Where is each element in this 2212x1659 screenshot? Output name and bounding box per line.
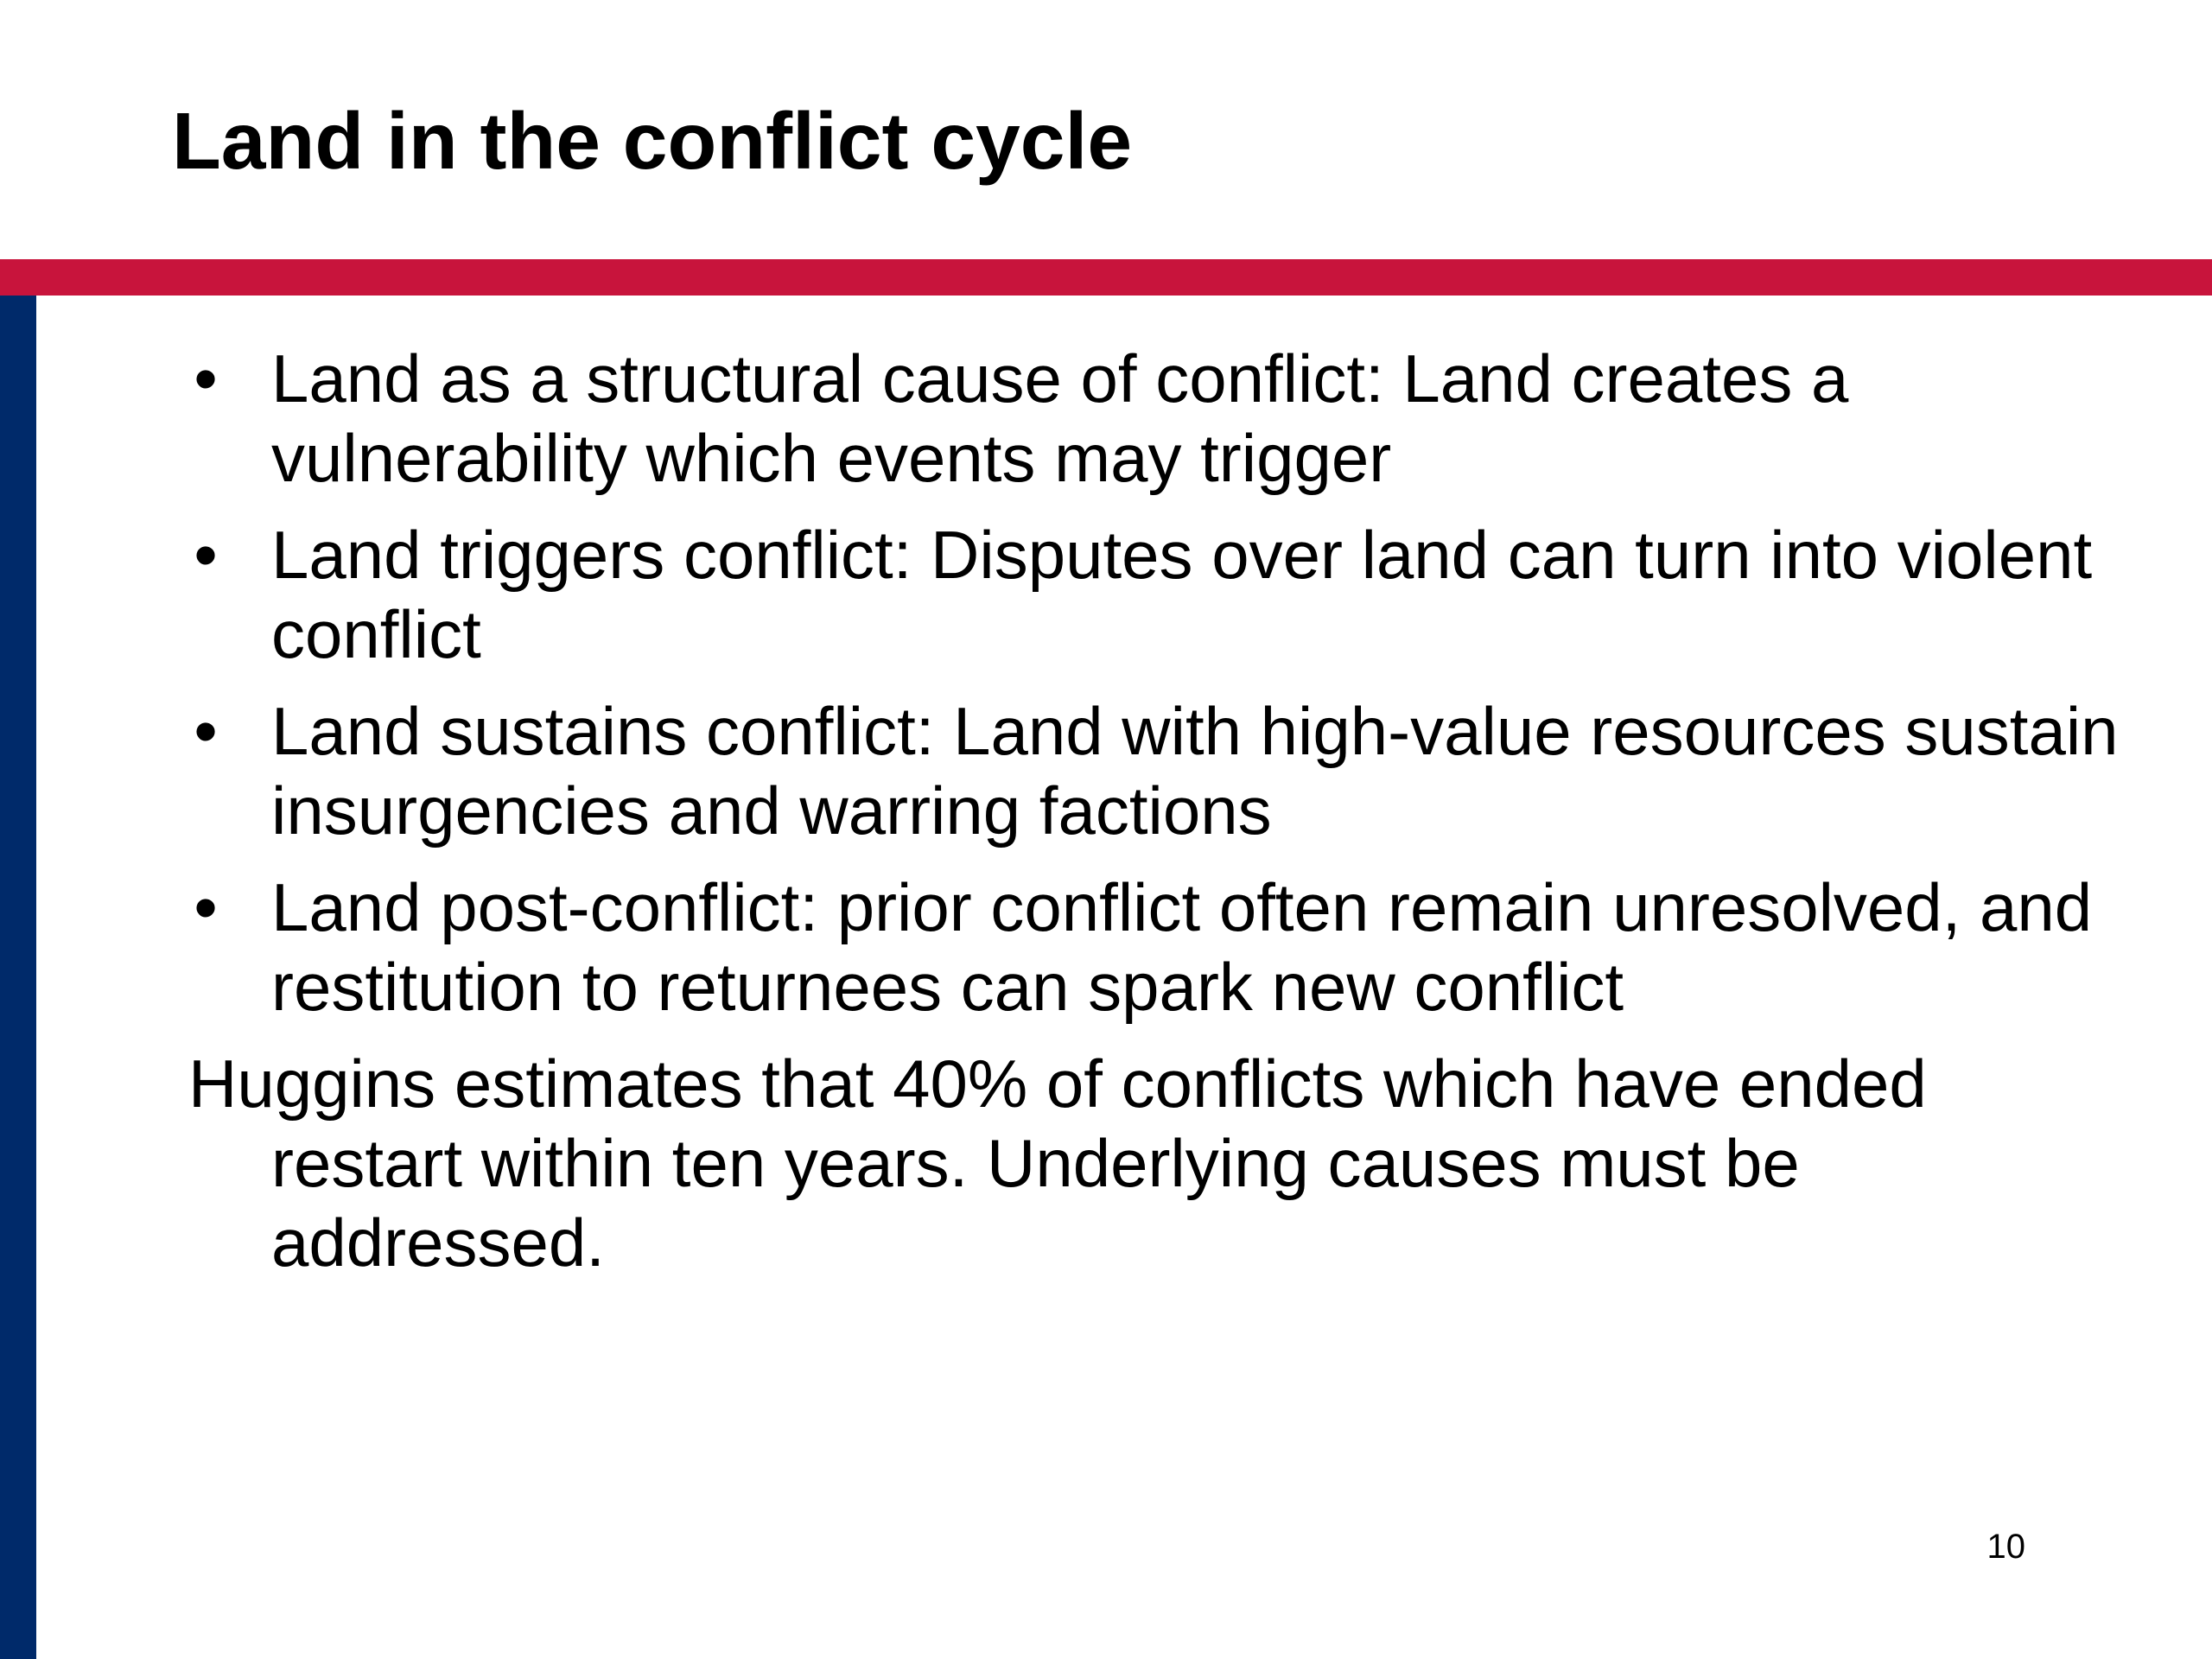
- page-number: 10: [1986, 1528, 2025, 1566]
- bullet-item-sustains-conflict: [188, 691, 2124, 850]
- bullet-text: Land post-conflict: prior conflict often remain unresolved, and restitution to returnees can spark new conflict: [271, 869, 2093, 1025]
- bullet-text: Land sustains conflict: Land with high-value resources sustain insurgencies and warring factions: [271, 693, 2119, 849]
- slide-body: [188, 339, 2124, 1282]
- bullet-dot-icon: •: [194, 693, 218, 769]
- header-divider-red-bar: [0, 259, 2212, 296]
- bullet-item-post-conflict: [188, 868, 2124, 1027]
- bullet-text: Land triggers conflict: Disputes over land can turn into violent conflict: [271, 517, 2093, 672]
- bullet-dot-icon: •: [194, 869, 218, 945]
- bullet-dot-icon: •: [194, 517, 218, 593]
- bullet-text: Land as a structural cause of conflict: Land creates a vulnerability which events may trigger: [271, 340, 1849, 496]
- bullet-dot-icon: •: [194, 340, 218, 416]
- closing-paragraph: Huggins estimates that 40% of conflicts which have ended restart within ten years. Underlying causes must be addressed.: [188, 1046, 1927, 1281]
- bullet-item-structural-cause: [188, 339, 2124, 498]
- bullet-item-triggers-conflict: [188, 515, 2124, 674]
- left-accent-blue-bar: [0, 296, 36, 1659]
- slide-title: Land in the conflict cycle: [172, 96, 1133, 186]
- bullet-list: [188, 339, 2124, 1027]
